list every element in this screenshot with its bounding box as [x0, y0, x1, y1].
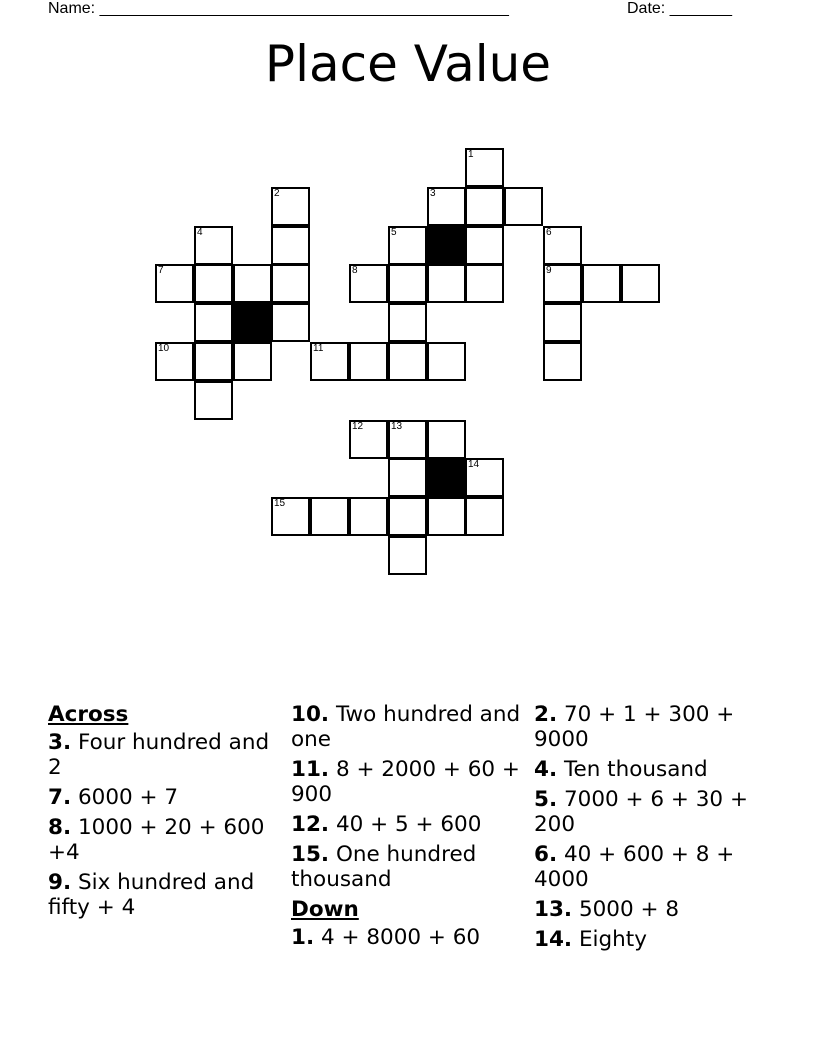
clue-number: 10	[158, 343, 170, 354]
clue-down-13: 13. 5000 + 8	[534, 897, 680, 922]
answer-cell[interactable]	[388, 226, 427, 265]
answer-cell[interactable]	[543, 226, 582, 265]
black-square	[427, 458, 466, 497]
clue-number: 11	[313, 343, 324, 354]
clue-number: 15	[274, 498, 286, 509]
answer-cell[interactable]	[271, 226, 310, 265]
answer-cell[interactable]	[543, 342, 582, 381]
clue-down-5: 5. 7000 + 6 + 30 + 200	[534, 787, 748, 837]
clue-across-10: 10. Two hundred and one	[291, 702, 521, 752]
answer-cell[interactable]	[427, 264, 466, 303]
answer-cell[interactable]	[582, 264, 621, 303]
answer-cell[interactable]	[310, 342, 349, 381]
clue-number: 8	[352, 265, 358, 276]
answer-cell[interactable]	[465, 458, 504, 497]
answer-cell[interactable]	[349, 264, 388, 303]
answer-cell[interactable]	[388, 536, 427, 575]
answer-cell[interactable]	[543, 303, 582, 342]
answer-cell[interactable]	[465, 148, 504, 187]
answer-cell[interactable]	[543, 264, 582, 303]
page-title: Place Value	[264, 35, 552, 93]
clue-across-15: 15. One hundred thousand	[291, 842, 477, 892]
answer-cell[interactable]	[427, 342, 466, 381]
clue-number: 13	[391, 421, 403, 432]
answer-cell[interactable]	[388, 497, 427, 536]
black-square	[427, 226, 466, 265]
clue-number: 3	[430, 188, 436, 199]
clue-across-7: 7. 6000 + 7	[48, 785, 179, 810]
answer-cell[interactable]	[194, 264, 233, 303]
clue-down-14: 14. Eighty	[534, 927, 647, 952]
answer-cell[interactable]	[465, 187, 504, 226]
clue-number: 5	[391, 227, 397, 238]
answer-cell[interactable]	[465, 264, 504, 303]
clue-number: 4	[197, 227, 203, 238]
answer-cell[interactable]	[465, 497, 504, 536]
answer-cell[interactable]	[388, 264, 427, 303]
answer-cell[interactable]	[504, 187, 543, 226]
clues-column-2	[291, 702, 527, 955]
answer-cell[interactable]	[194, 303, 233, 342]
answer-cell[interactable]	[388, 303, 427, 342]
down-heading: Down	[291, 897, 359, 922]
clue-down-2: 2. 70 + 1 + 300 + 9000	[534, 702, 735, 752]
clue-down-6: 6. 40 + 600 + 8 + 4000	[534, 842, 735, 892]
answer-cell[interactable]	[155, 264, 194, 303]
answer-cell[interactable]	[271, 303, 310, 342]
clue-across-9: 9. Six hundred and fifty + 4	[48, 870, 255, 920]
across-heading: Across	[48, 702, 129, 727]
clue-across-11: 11. 8 + 2000 + 60 + 900	[291, 757, 520, 807]
answer-cell[interactable]	[349, 342, 388, 381]
answer-cell[interactable]	[465, 226, 504, 265]
answer-cell[interactable]	[388, 458, 427, 497]
clue-number: 12	[352, 421, 364, 432]
clue-across-8: 8. 1000 + 20 + 600 +4	[48, 815, 265, 865]
answer-cell[interactable]	[194, 381, 233, 420]
clue-number: 6	[546, 227, 552, 238]
answer-cell[interactable]	[310, 497, 349, 536]
clue-across-3: 3. Four hundred and 2	[48, 730, 270, 780]
answer-cell[interactable]	[349, 420, 388, 459]
answer-cell[interactable]	[427, 420, 466, 459]
clue-down-1: 1. 4 + 8000 + 60	[291, 925, 481, 950]
answer-cell[interactable]	[233, 342, 272, 381]
clue-number: 1	[468, 149, 474, 160]
answer-cell[interactable]	[194, 342, 233, 381]
answer-cell[interactable]	[233, 264, 272, 303]
answer-cell[interactable]	[271, 264, 310, 303]
clues-column-3	[534, 702, 770, 957]
name-field-label: Name: ______________________________________________	[48, 0, 509, 17]
clue-number: 2	[274, 188, 280, 199]
answer-cell[interactable]	[194, 226, 233, 265]
clue-down-4: 4. Ten thousand	[534, 757, 708, 782]
answer-cell[interactable]	[155, 342, 194, 381]
answer-cell[interactable]	[427, 497, 466, 536]
black-square	[233, 303, 272, 342]
clues-column-1	[48, 702, 284, 925]
answer-cell[interactable]	[349, 497, 388, 536]
answer-cell[interactable]	[621, 264, 660, 303]
date-field-label: Date: _______	[627, 0, 732, 17]
answer-cell[interactable]	[271, 187, 310, 226]
answer-cell[interactable]	[271, 497, 310, 536]
clue-number: 9	[546, 265, 552, 276]
clue-across-12: 12. 40 + 5 + 600	[291, 812, 482, 837]
answer-cell[interactable]	[427, 187, 466, 226]
answer-cell[interactable]	[388, 420, 427, 459]
answer-cell[interactable]	[388, 342, 427, 381]
clue-number: 7	[158, 265, 164, 276]
clue-number: 14	[468, 459, 480, 470]
